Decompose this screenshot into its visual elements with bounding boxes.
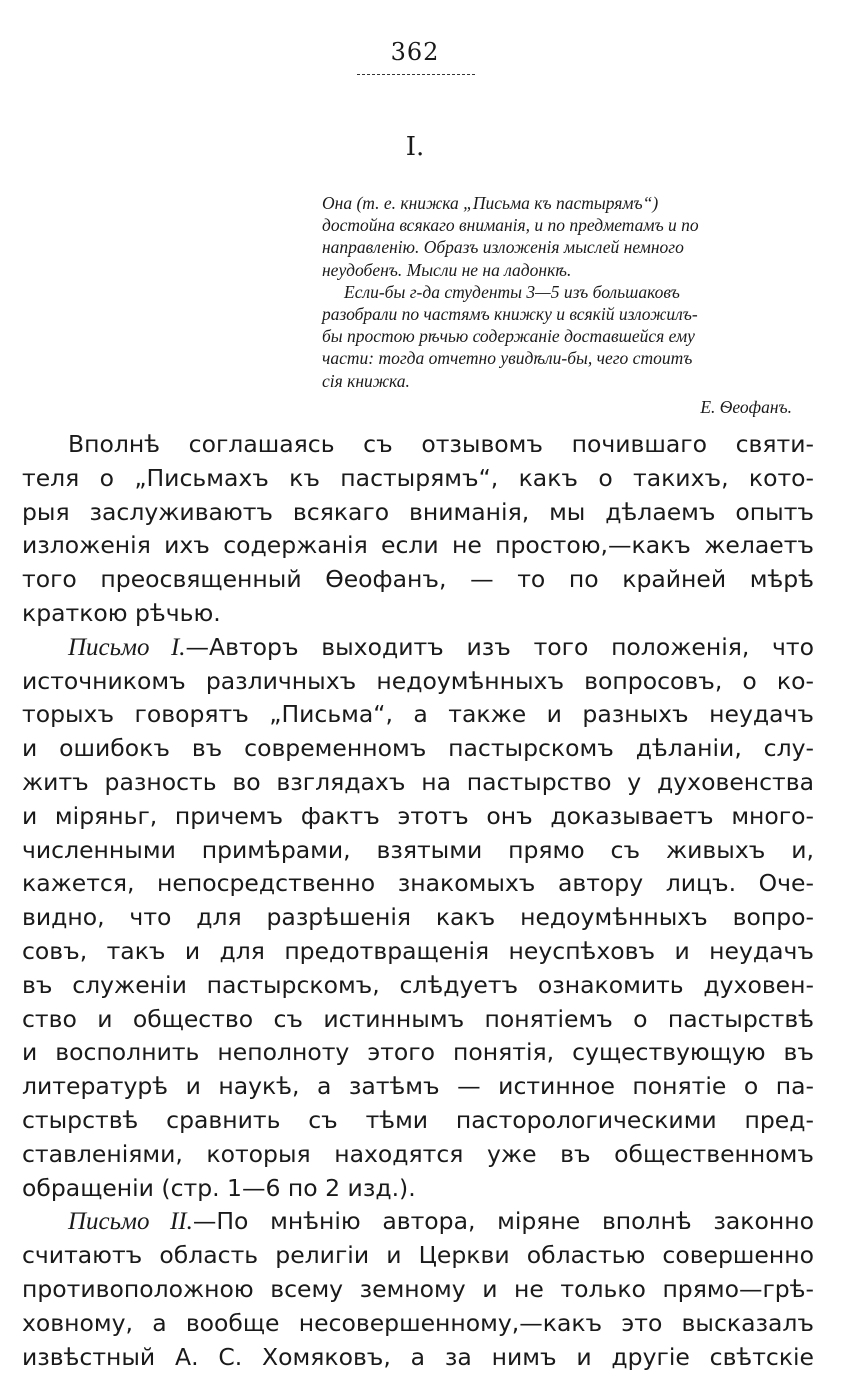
letter-heading: Письмо II. [68, 1208, 193, 1236]
text-line: численными примѣрами, взятыми прямо съ живыхъ и, [22, 835, 814, 864]
text-line: противоположною всему земному и не только прямо—грѣ- [22, 1274, 814, 1303]
text-line: ство и общество съ истиннымъ понятіемъ о пастырствѣ [22, 1004, 814, 1033]
epigraph-line: неудобенъ. Мысли не на ладонкѣ. [322, 259, 572, 280]
text-line: рыя заслуживаютъ всякаго вниманія, мы дѣлаемъ опытъ [22, 497, 814, 526]
text-line: ховному, а вообще несовершенному,—какъ это высказалъ [22, 1308, 814, 1337]
text-line: источникомъ различныхъ недоумѣнныхъ вопросовъ, о ко- [22, 666, 814, 695]
text-line: извѣстный А. С. Хомяковъ, а за нимъ и другіе свѣтскіе [22, 1342, 814, 1371]
body-text [22, 428, 814, 1374]
epigraph-line: части: тогда отчетно увидѣли-бы, чего стоитъ [322, 348, 693, 369]
epigraph-line: Она (т. е. книжка „Письма къ пастырямъ“) [322, 193, 659, 213]
epigraph-signature: Е. Ѳеофанъ. [700, 396, 792, 417]
text-fragment: —По мнѣнію автора, міряне вполнѣ законно [192, 1207, 814, 1236]
epigraph-line: бы простою рѣчью содержаніе доставшейся ему [322, 326, 695, 347]
text-line: теля о „Письмахъ къ пастырямъ“, какъ о такихъ, кото- [22, 463, 814, 492]
text-line: житъ разность во взглядахъ на пастырство у духовенства [22, 767, 814, 796]
text-line: Вполнѣ соглашаясь съ отзывомъ почившаго святи- [68, 430, 814, 458]
text-line: литературѣ и наукѣ, а затѣмъ — истинное понятіе о па- [22, 1072, 814, 1101]
epigraph-line: Если-бы г-да студенты 3—5 изъ большаковъ [344, 281, 680, 302]
text-fragment: —Авторъ выходитъ изъ того положенія, что [185, 632, 814, 661]
letter-heading: Письмо I. [68, 633, 186, 661]
text-line-letter-1 [22, 631, 814, 665]
text-line: обращеніи (стр. 1—6 по 2 изд.). [22, 1173, 416, 1202]
text-line: и ошибокъ въ современномъ пастырскомъ дѣланіи, слу- [22, 734, 814, 763]
page-number: 362 [390, 38, 440, 66]
epigraph [322, 192, 814, 418]
text-line: въ служеніи пастырскомъ, слѣдуетъ ознакомить духовен- [22, 970, 814, 999]
text-line: изложенія ихъ содержанія если не простою,—какъ желаетъ [22, 531, 814, 560]
epigraph-line: разобрали по частямъ книжку и всякій изложилъ- [322, 304, 698, 325]
text-line: видно, что для разрѣшенія какъ недоумѣнныхъ вопро- [22, 903, 814, 932]
text-line: ставленіями, которыя находятся уже въ общественномъ [22, 1139, 814, 1168]
text-line: того преосвященный Ѳеофанъ, — то по крайней мѣрѣ [22, 565, 814, 594]
text-line: кажется, непосредственно знакомыхъ автору лицъ. Оче- [22, 869, 814, 898]
text-line: и восполнить неполноту этого понятія, существующую въ [22, 1038, 814, 1067]
text-line: считаютъ область религіи и Церкви областью совершенно [22, 1241, 814, 1270]
page-number-rule [357, 74, 475, 75]
epigraph-line: направленію. Образъ изложенія мыслей немного [322, 237, 684, 258]
text-line-letter-2 [22, 1205, 814, 1239]
text-line: и міряньг, причемъ фактъ этотъ онъ доказываетъ много- [22, 801, 814, 830]
text-line: совъ, такъ и для предотвращенія неуспѣховъ и неудачъ [22, 936, 814, 965]
text-line: краткою рѣчью. [22, 598, 221, 627]
text-line: стырствѣ сравнить съ тѣми пасторологическими пред- [22, 1105, 814, 1134]
text-line: торыхъ говорятъ „Письма“, а также и разныхъ неудачъ [22, 700, 814, 729]
epigraph-line: достойна всякаго вниманія, и по предметамъ и по [322, 215, 699, 236]
epigraph-line: сія книжка. [322, 370, 410, 391]
section-numeral: I. [405, 132, 425, 162]
